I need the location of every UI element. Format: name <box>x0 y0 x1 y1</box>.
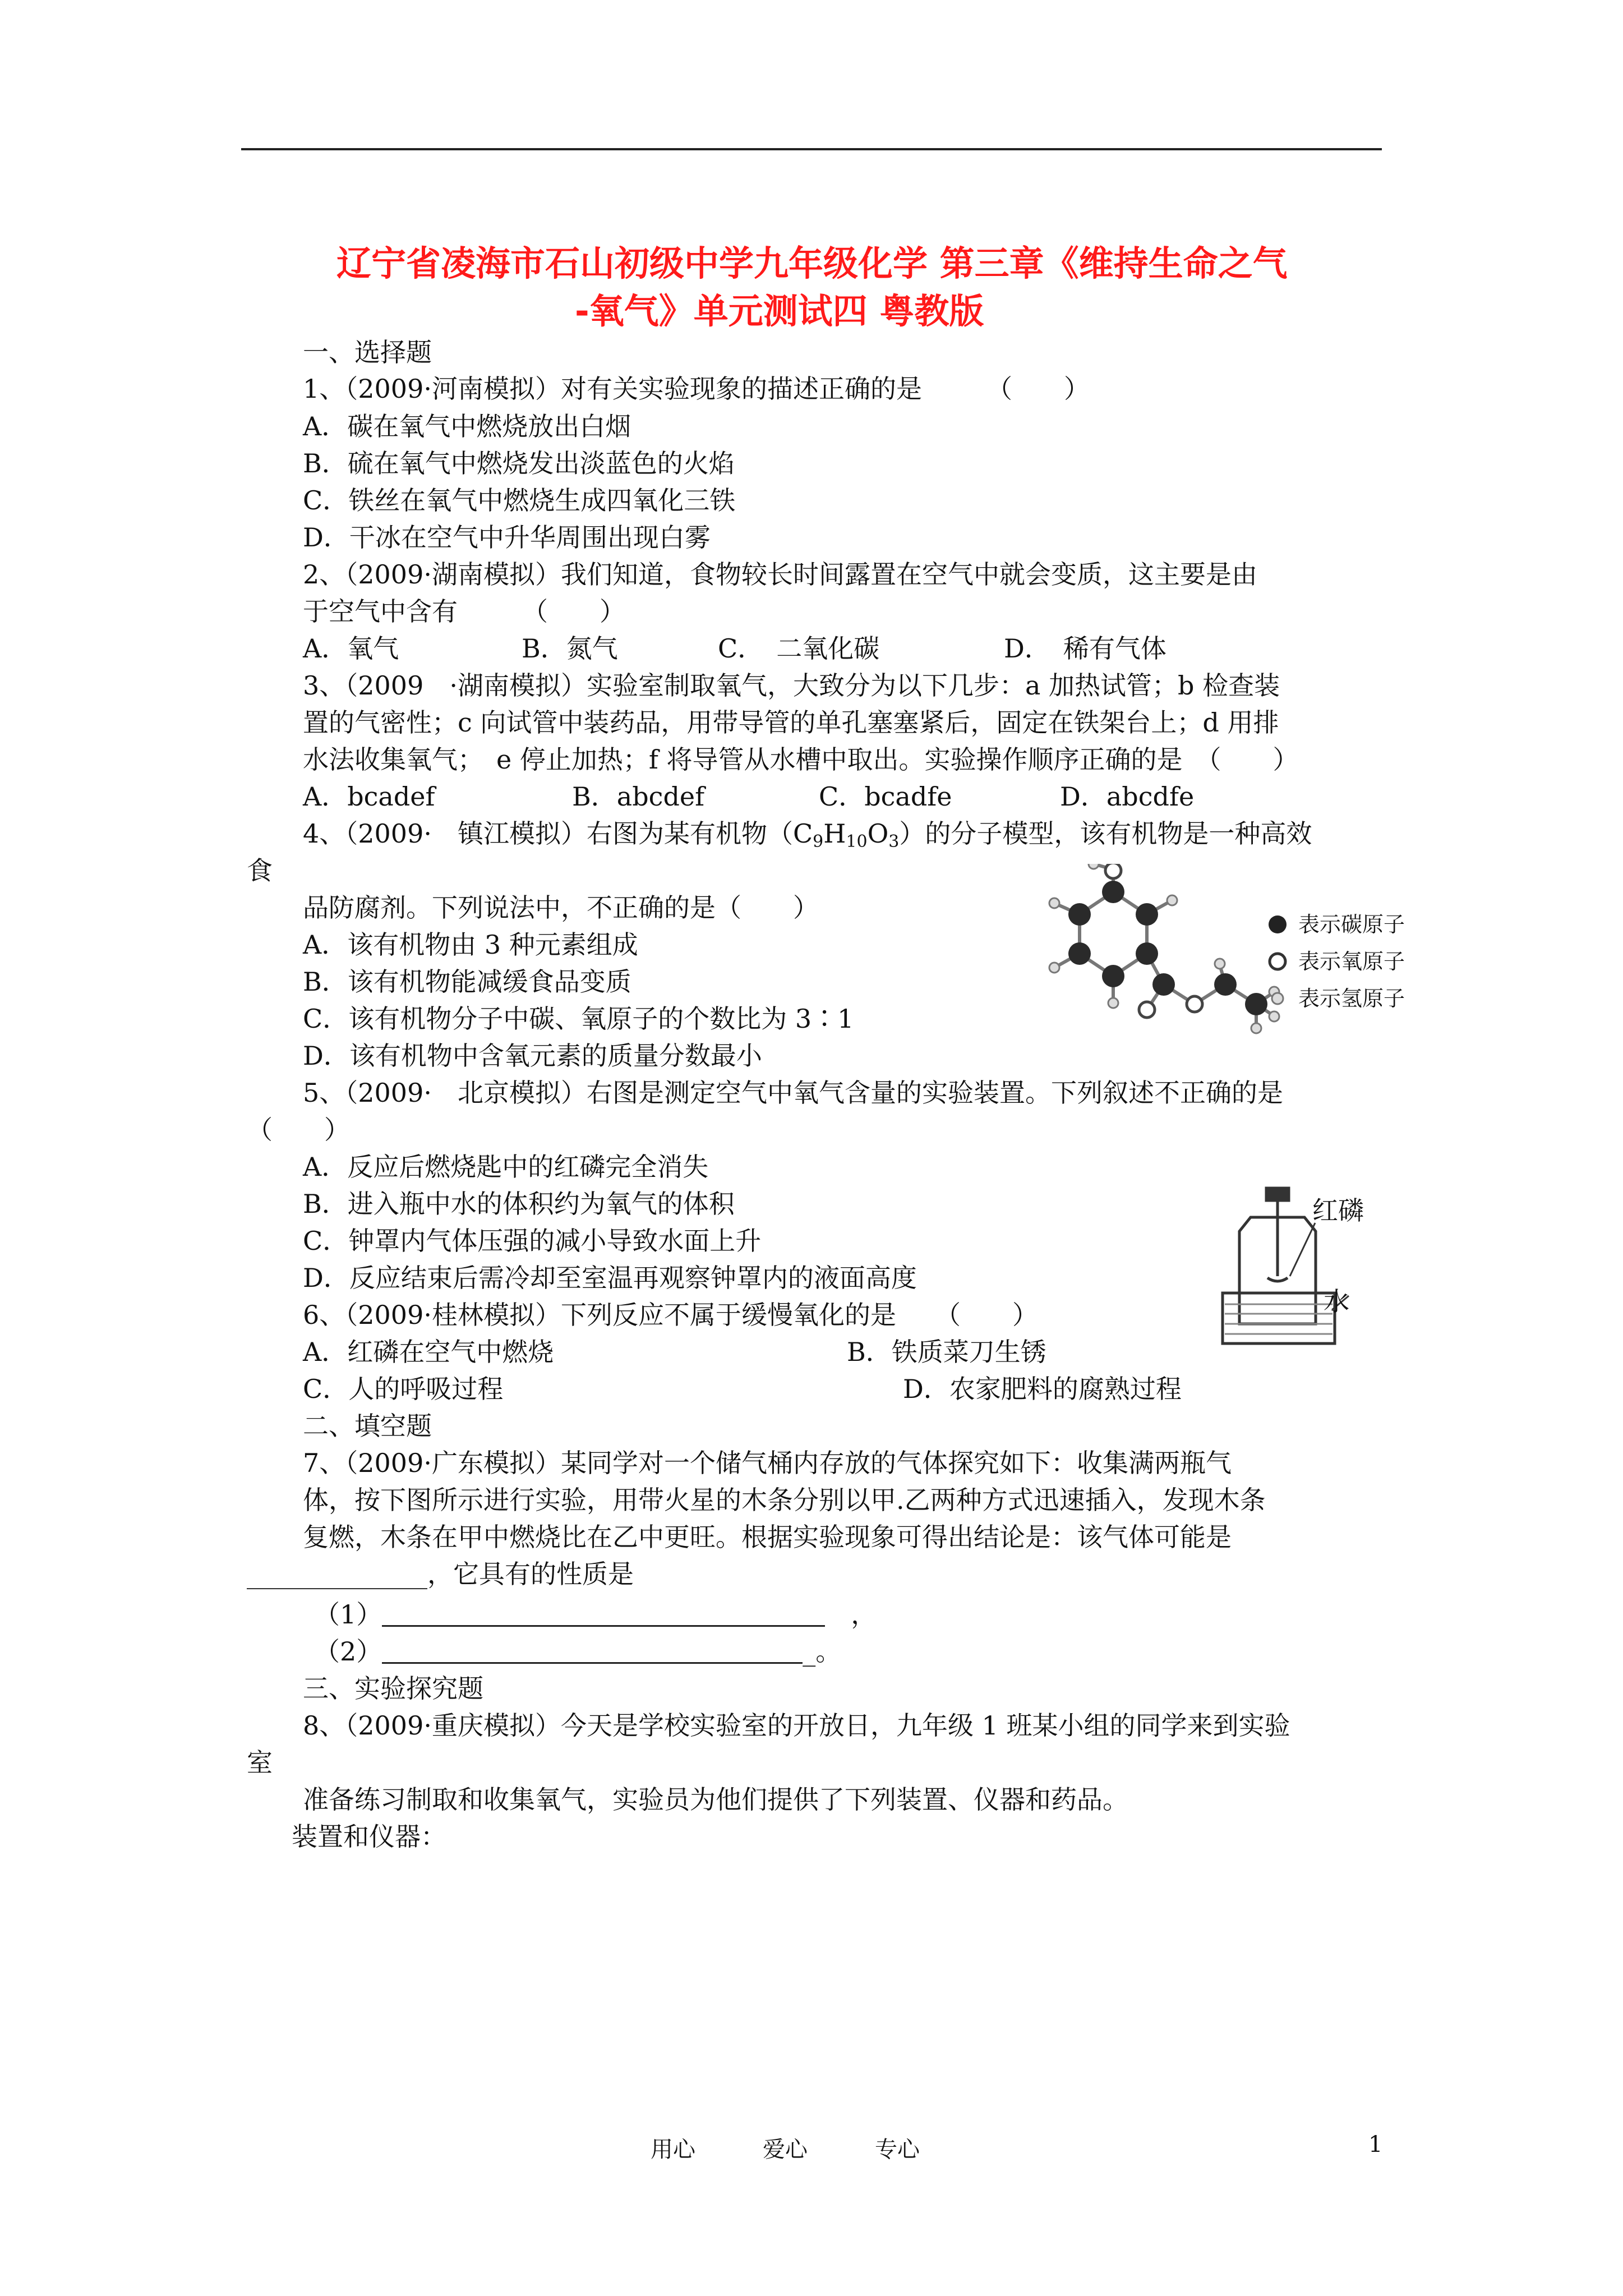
fill-blank-2: （2） _。 <box>314 1636 842 1667</box>
option: B．abcdef <box>572 781 705 812</box>
header-rule <box>241 148 1382 150</box>
section-heading: 三、实验探究题 <box>303 1673 483 1704</box>
question-stem: 体，按下图所示进行实验，用带火星的木条分别以甲.乙两种方式迅速插入，发现木条 <box>303 1485 1266 1515</box>
question-stem: 7、（2009·广东模拟）某同学对一个储气桶内存放的气体探究如下：收集满两瓶气 <box>303 1448 1232 1478</box>
option: B．进入瓶中水的体积约为氧气的体积 <box>303 1189 735 1219</box>
footer-motto: 用心 爱心 专心 <box>651 2137 920 2162</box>
answer-blank[interactable] <box>382 1600 825 1627</box>
question-stem: 8、（2009·重庆模拟）今天是学校实验室的开放日，九年级 1 班某小组的同学来到实验 <box>303 1710 1290 1741</box>
option: A．氧气 <box>303 633 399 664</box>
option: A．反应后燃烧匙中的红磷完全消失 <box>303 1152 709 1182</box>
question-stem: 复燃，木条在甲中燃烧比在乙中更旺。根据实验现象可得出结论是：该气体可能是 <box>303 1522 1232 1552</box>
legend-carbon-icon <box>1266 913 1289 936</box>
question-stem-wrap: 食 <box>247 855 273 886</box>
legend-carbon: 表示碳原子 <box>1298 912 1405 937</box>
option: C．铁丝在氧气中燃烧生成四氧化三铁 <box>303 485 736 516</box>
option: C． 二氧化碳 <box>718 633 880 664</box>
question-stem: 4、（2009· 镇江模拟）右图为某有机物$(C_9H_{10}O_3)$的分子模型，该有机物是一种高效 <box>303 818 1312 852</box>
question-stem: ______________，它具有的性质是 <box>247 1559 634 1589</box>
option: B．铁质菜刀生锈 <box>847 1337 1046 1367</box>
legend-hydrogen: 表示氢原子 <box>1298 986 1405 1011</box>
option: A．该有机物由 3 种元素组成 <box>303 930 638 960</box>
question-stem: 3、（2009 ·湖南模拟）实验室制取氧气，大致分为以下几步：a 加热试管；b 检查装 <box>303 670 1280 701</box>
question-stem: 6、（2009·桂林模拟）下列反应不属于缓慢氧化的是 （ ） <box>303 1300 1038 1330</box>
option: D．反应结束后需冷却至室温再观察钟罩内的液面高度 <box>303 1263 917 1293</box>
legend-oxygen: 表示氧原子 <box>1298 949 1405 974</box>
section-heading: 一、选择题 <box>303 337 432 367</box>
option: D．农家肥料的腐熟过程 <box>903 1374 1182 1404</box>
question-stem: 置的气密性；c 向试管中装药品，用带导管的单孔塞塞紧后，固定在铁架台上；d 用排 <box>303 707 1279 738</box>
option: B．硫在氧气中燃烧发出淡蓝色的火焰 <box>303 448 735 478</box>
question-stem: 1、（2009·河南模拟）对有关实验现象的描述正确的是 （ ） <box>303 374 1090 404</box>
option: D．干冰在空气中升华周围出现白雾 <box>303 522 711 553</box>
doc-title-line2: -氧气》单元测试四 粤教版 <box>575 291 984 332</box>
question-stem-wrap: 室 <box>247 1747 273 1778</box>
section-heading: 二、填空题 <box>303 1411 432 1441</box>
legend-hydrogen-icon <box>1266 987 1289 1010</box>
option: D． 稀有气体 <box>1004 633 1166 664</box>
question-stem: 准备练习制取和收集氧气，实验员为他们提供了下列装置、仪器和药品。 <box>303 1784 1128 1815</box>
option: C．该有机物分子中碳、氧原子的个数比为 3∶1 <box>303 1004 854 1034</box>
label-red-phosphorus: 红磷 <box>1312 1195 1364 1226</box>
fill-blank-1: （1） ， <box>314 1599 877 1630</box>
label-water: 水 <box>1324 1286 1349 1317</box>
answer-blank[interactable] <box>382 1637 803 1664</box>
legend-oxygen-icon <box>1266 950 1289 973</box>
option: D．该有机物中含氧元素的质量分数最小 <box>303 1041 762 1071</box>
option: C．钟罩内气体压强的减小导致水面上升 <box>303 1226 762 1256</box>
option: B．氮气 <box>522 633 618 664</box>
question-stem: （ ） <box>247 1115 350 1145</box>
question-stem: 2、（2009·湖南模拟）我们知道，食物较长时间露置在空气中就会变质，这主要是由 <box>303 559 1257 590</box>
option: D．abcdfe <box>1060 781 1195 812</box>
option: C．bcadfe <box>819 781 952 812</box>
question-stem: 装置和仪器： <box>292 1821 446 1852</box>
question-stem: 水法收集氧气； e 停止加热；f 将导管从水槽中取出。实验操作顺序正确的是 （ ） <box>303 744 1299 775</box>
page-number: 1 <box>1368 2132 1383 2157</box>
question-stem: 品防腐剂。下列说法中，不正确的是（ ） <box>303 892 819 923</box>
option: C．人的呼吸过程 <box>303 1374 504 1404</box>
option: A．bcadef <box>303 781 435 812</box>
question-stem: 5、（2009· 北京模拟）右图是测定空气中氧气含量的实验装置。下列叙述不正确的是 <box>303 1078 1283 1108</box>
doc-title-line1: 辽宁省凌海市石山初级中学九年级化学 第三章《维持生命之气 <box>336 243 1288 284</box>
question-stem: 于空气中含有 （ ） <box>303 596 625 627</box>
option: A．碳在氧气中燃烧放出白烟 <box>303 411 631 441</box>
option: A．红磷在空气中燃烧 <box>303 1337 554 1367</box>
option: B．该有机物能减缓食品变质 <box>303 967 631 997</box>
